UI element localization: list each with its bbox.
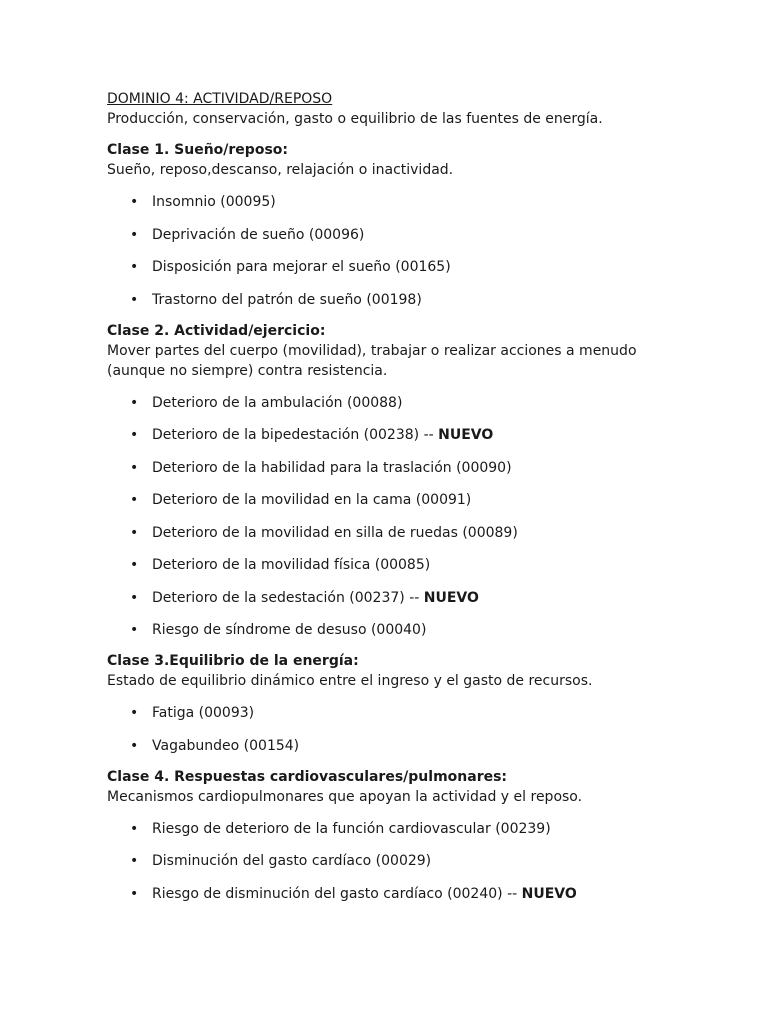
badge-separator: -- bbox=[502, 885, 522, 902]
bullet-icon: • bbox=[130, 885, 139, 902]
diagnosis-item bbox=[107, 703, 667, 723]
diagnosis-text: Riesgo de disminución del gasto cardíaco (00240) bbox=[152, 885, 503, 902]
class-heading: Clase 1. Sueño/reposo: bbox=[107, 142, 288, 158]
diagnosis-item bbox=[107, 225, 667, 245]
diagnosis-text: Deterioro de la movilidad física (00085) bbox=[152, 557, 431, 573]
diagnosis-item bbox=[107, 458, 667, 478]
bullet-icon: • bbox=[130, 705, 139, 721]
class-description: Mover partes del cuerpo (movilidad), trabajar o realizar acciones a menudo (aunque no siempre) contra resistencia. bbox=[107, 342, 637, 379]
diagnosis-item bbox=[107, 192, 667, 212]
diagnosis-text: Riesgo de síndrome de desuso (00040) bbox=[152, 622, 427, 638]
badge-separator: -- bbox=[404, 589, 424, 606]
diagnosis-text: Deterioro de la ambulación (00088) bbox=[152, 394, 403, 411]
diagnosis-text: Deprivación de sueño (00096) bbox=[152, 226, 365, 243]
bullet-icon: • bbox=[130, 194, 139, 210]
diagnosis-text: Riesgo de deterioro de la función cardiovascular (00239) bbox=[152, 820, 551, 837]
diagnosis-text: Deterioro de la habilidad para la traslación (00090) bbox=[152, 459, 512, 476]
class-section bbox=[107, 767, 667, 904]
new-badge: NUEVO bbox=[423, 589, 479, 606]
diagnosis-text: Trastorno del patrón de sueño (00198) bbox=[152, 291, 422, 308]
class-heading: Clase 4. Respuestas cardiovasculares/pulmonares: bbox=[107, 768, 508, 785]
diagnosis-item bbox=[107, 851, 667, 871]
diagnosis-item bbox=[107, 819, 667, 839]
bullet-icon: • bbox=[130, 853, 139, 869]
bullet-icon: • bbox=[130, 622, 139, 638]
new-badge: NUEVO bbox=[521, 885, 577, 902]
bullet-icon: • bbox=[130, 459, 139, 476]
diagnosis-item bbox=[107, 736, 667, 756]
diagnosis-text: Fatiga (00093) bbox=[152, 705, 255, 721]
diagnosis-text: Deterioro de la movilidad en silla de ruedas (00089) bbox=[152, 524, 518, 541]
diagnosis-list bbox=[107, 192, 667, 310]
diagnosis-text: Disposición para mejorar el sueño (00165) bbox=[152, 259, 451, 275]
class-section bbox=[107, 321, 667, 641]
document-subtitle: Producción, conservación, gasto o equilibrio de las fuentes de energía. bbox=[107, 111, 603, 127]
class-description: Mecanismos cardiopulmonares que apoyan la actividad y el reposo. bbox=[107, 788, 583, 805]
class-heading: Clase 3.Equilibrio de la energía: bbox=[107, 653, 359, 669]
diagnosis-item bbox=[107, 884, 667, 904]
diagnosis-item bbox=[107, 393, 667, 413]
diagnosis-list bbox=[107, 819, 667, 904]
bullet-icon: • bbox=[130, 557, 139, 573]
bullet-icon: • bbox=[130, 291, 139, 308]
diagnosis-text: Deterioro de la movilidad en la cama (00091) bbox=[152, 492, 472, 508]
class-description: Sueño, reposo,descanso, relajación o inactividad. bbox=[107, 162, 454, 178]
diagnosis-item bbox=[107, 257, 667, 277]
badge-separator: -- bbox=[419, 427, 439, 443]
diagnosis-text: Insomnio (00095) bbox=[152, 194, 276, 210]
class-section bbox=[107, 651, 667, 756]
bullet-icon: • bbox=[130, 259, 139, 275]
diagnosis-item bbox=[107, 555, 667, 575]
diagnosis-text: Deterioro de la bipedestación (00238) bbox=[152, 427, 420, 443]
diagnosis-item bbox=[107, 588, 667, 608]
diagnosis-text: Deterioro de la sedestación (00237) bbox=[152, 589, 405, 606]
bullet-icon: • bbox=[130, 820, 139, 837]
diagnosis-list bbox=[107, 393, 667, 641]
bullet-icon: • bbox=[130, 226, 139, 243]
document-page bbox=[107, 89, 667, 904]
bullet-icon: • bbox=[130, 492, 139, 508]
class-section bbox=[107, 140, 667, 310]
class-description: Estado de equilibrio dinámico entre el ingreso y el gasto de recursos. bbox=[107, 673, 593, 689]
diagnosis-text: Disminución del gasto cardíaco (00029) bbox=[152, 853, 432, 869]
diagnosis-list bbox=[107, 703, 667, 756]
bullet-icon: • bbox=[130, 394, 139, 411]
diagnosis-item bbox=[107, 425, 667, 445]
diagnosis-item bbox=[107, 290, 667, 310]
document-title: DOMINIO 4: ACTIVIDAD/REPOSO bbox=[107, 91, 333, 107]
bullet-icon: • bbox=[130, 524, 139, 541]
diagnosis-item bbox=[107, 523, 667, 543]
class-heading: Clase 2. Actividad/ejercicio: bbox=[107, 322, 326, 339]
bullet-icon: • bbox=[130, 589, 139, 606]
diagnosis-item bbox=[107, 490, 667, 510]
class-sections bbox=[107, 140, 667, 904]
diagnosis-item bbox=[107, 620, 667, 640]
new-badge: NUEVO bbox=[438, 427, 494, 443]
diagnosis-text: Vagabundeo (00154) bbox=[152, 737, 300, 754]
bullet-icon: • bbox=[130, 427, 139, 443]
bullet-icon: • bbox=[130, 737, 139, 754]
